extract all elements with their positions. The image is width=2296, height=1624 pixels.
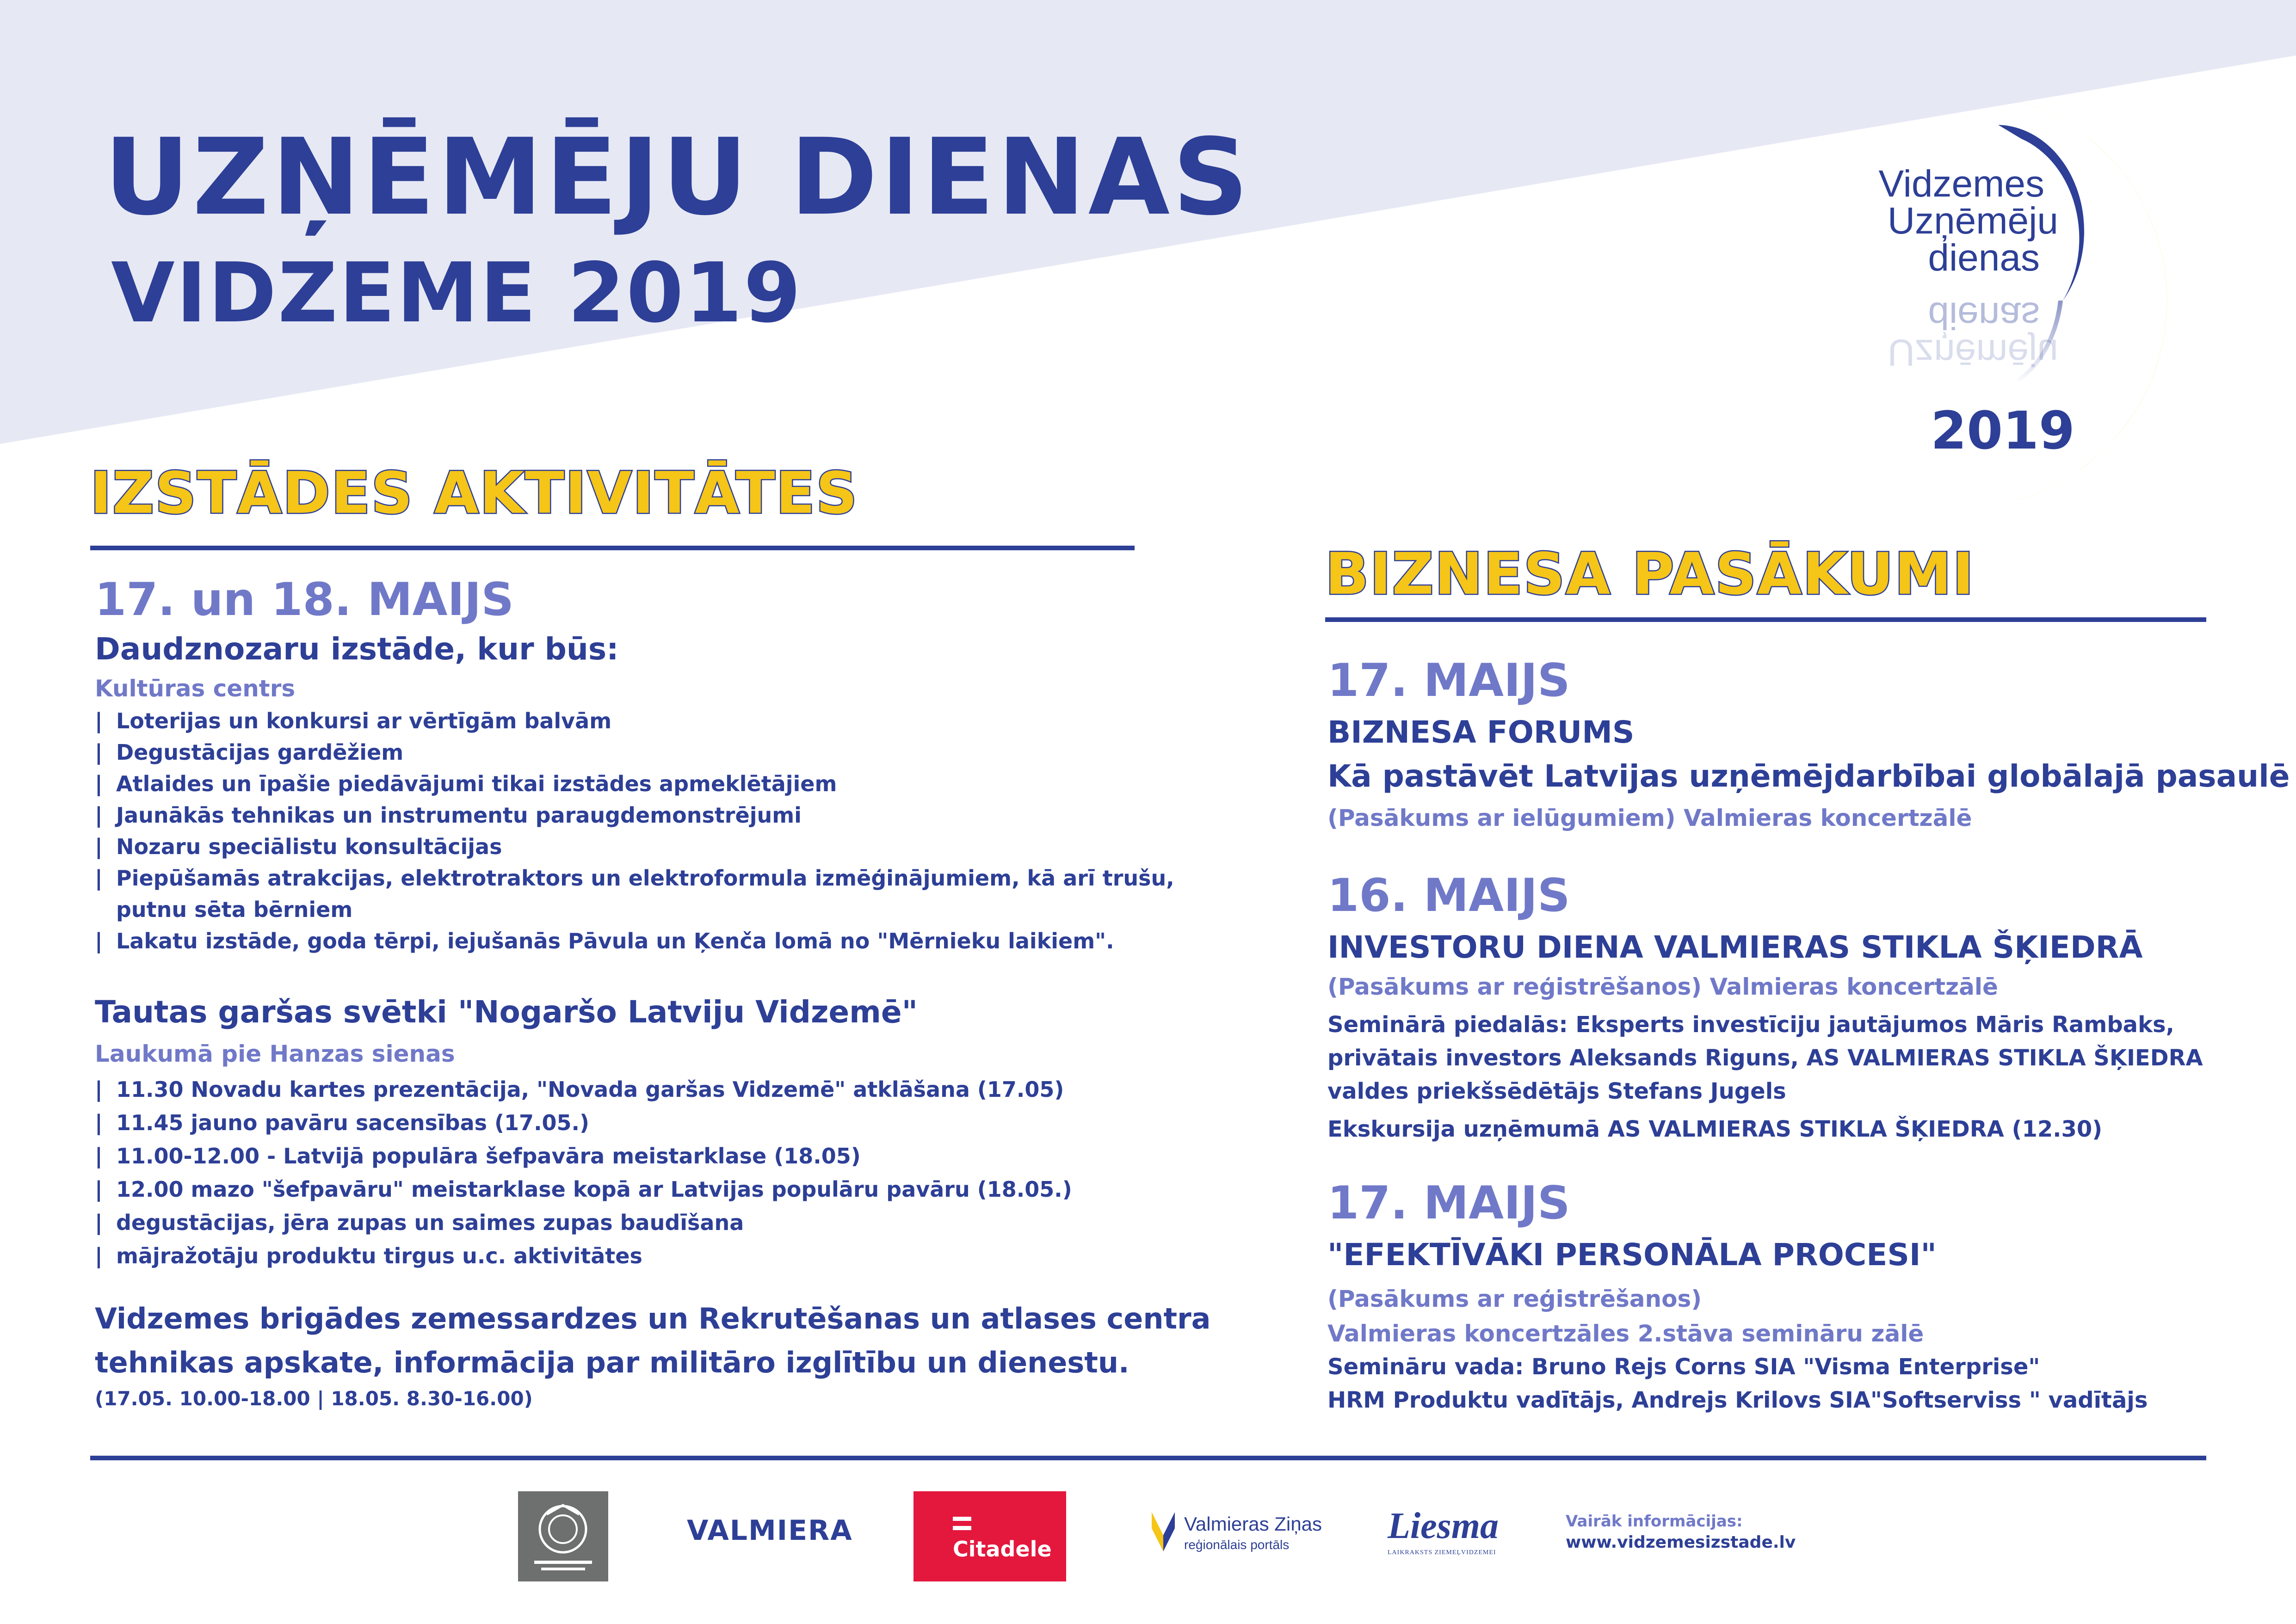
logo-line3-reflection: dienas <box>1928 295 2040 337</box>
citadele-logo <box>913 1491 1066 1581</box>
list-item: | Loterijas un konkursi ar vērtīgām balvām <box>95 708 612 733</box>
section-title-exhibition: IZSTĀDES AKTIVITĀTES <box>90 460 858 527</box>
list-item: | degustācijas, jēra zupas un saimes zupas baudīšana <box>95 1210 744 1235</box>
logo-line1: Vidzemes <box>1878 163 2044 205</box>
event-details <box>1327 1008 2203 1108</box>
page-subtitle: VIDZEME 2019 <box>111 245 802 341</box>
logo-year: 2019 <box>1931 401 2075 461</box>
list-item: | mājražotāju produktu tirgus u.c. aktivitātes <box>95 1243 642 1268</box>
logo-line2: Uzņēmēju <box>1887 200 2058 242</box>
detail-line: Semināru vada: Bruno Rejs Corns SIA "Visma Enterprise" <box>1327 1354 2040 1380</box>
logo-line3: dienas <box>1928 237 2040 279</box>
event-details <box>1327 1350 2148 1417</box>
event-venue-room: Valmieras koncertzāles 2.stāva semināru zālē <box>1327 1320 1924 1347</box>
detail-line: Seminārā piedalās: Eksperts investīciju jautājumos Māris Rambaks, <box>1327 1012 2174 1038</box>
website-link[interactable]: www.vidzemesizstade.lv <box>1566 1533 1796 1552</box>
event-subtitle: Kā pastāvēt Latvijas uzņēmējdarbībai globālajā pasaulē <box>1327 758 2290 794</box>
divider <box>1325 617 2206 622</box>
citadele-mark-icon <box>953 1517 971 1521</box>
citadele-mark-icon <box>953 1526 971 1530</box>
list-item: | Lakatu izstāde, goda tērpi, iejušanās Pāvula un Ķenča lomā no "Mērnieku laikiem". <box>95 929 1114 953</box>
list-item: | 11.30 Novadu kartes prezentācija, "Novada garšas Vidzemē" atklāšana (17.05) <box>95 1077 1064 1102</box>
detail-line: HRM Produktu vadītājs, Andrejs Krilovs SIA"Softserviss " vadītājs <box>1327 1387 2148 1413</box>
event-date: 17. MAIJS <box>1327 1177 1570 1230</box>
logo-line2-reflection: Uzņēmēju <box>1887 332 2058 374</box>
valmieras-zinas-sub: reģionālais portāls <box>1184 1538 1290 1552</box>
event-date: 16. MAIJS <box>1327 869 1570 922</box>
citadele-label: Citadele <box>953 1537 1052 1562</box>
event-venue: (Pasākums ar reģistrēšanos) Valmieras koncertzālē <box>1327 973 1998 1000</box>
valmiera-logo: VALMIERA <box>687 1514 853 1547</box>
liesma-tagline: LAIKRAKSTS ZIEMEĻVIDZEMEI <box>1388 1549 1496 1556</box>
list-item: | 11.45 jauno pavāru sacensības (17.05.) <box>95 1110 590 1135</box>
event-title: INVESTORU DIENA VALMIERAS STIKLA ŠĶIEDRĀ <box>1327 929 2143 965</box>
event-venue: (Pasākums ar reģistrēšanos) <box>1327 1286 1702 1312</box>
detail-line: valdes priekšsēdētājs Stefans Jugels <box>1327 1078 1786 1104</box>
event-venue: (Pasākums ar ielūgumiem) Valmieras koncertzālē <box>1327 805 1972 831</box>
list-item: | Nozaru speciālistu konsultācijas <box>95 834 502 859</box>
footer-divider <box>90 1456 2206 1460</box>
liesma-logo: Liesma <box>1388 1506 1499 1546</box>
military-line-2: tehnikas apskate, informācija par militāro izglītību un dienestu. <box>95 1346 1129 1379</box>
expo-heading: Daudznozaru izstāde, kur būs: <box>95 631 619 667</box>
festival-list <box>95 1073 1072 1273</box>
event-title: BIZNESA FORUMS <box>1327 714 1635 750</box>
festival-heading: Tautas garšas svētki "Nogaršo Latviju Vidzemē" <box>95 994 918 1030</box>
expo-venue: Kultūras centrs <box>95 675 296 702</box>
latvian-chamber-logo <box>518 1491 608 1581</box>
event-date: 17. MAIJS <box>1327 654 1570 707</box>
valmieras-zinas-icon <box>1149 1510 1177 1554</box>
list-item: | 12.00 mazo "šefpavāru" meistarklase kopā ar Latvijas populāru pavāru (18.05.) <box>95 1177 1072 1202</box>
list-item: | Jaunākās tehnikas un instrumentu paraugdemonstrējumi <box>95 803 802 828</box>
military-hours: (17.05. 10.00-18.00 | 18.05. 8.30-16.00) <box>95 1387 533 1410</box>
expo-list <box>95 705 1174 957</box>
list-item: | Atlaides un īpašie piedāvājumi tikai izstādes apmeklētājiem <box>95 771 837 796</box>
page-title: UZŅĒMĒJU DIENAS <box>104 116 1252 239</box>
list-item: | 11.00-12.00 - Latvijā populāra šefpavāra meistarklase (18.05) <box>95 1144 861 1169</box>
section-title-business: BIZNESA PASĀKUMI <box>1325 541 1975 608</box>
military-line-1: Vidzemes brigādes zemessardzes un Rekrutēšanas un atlases centra <box>95 1302 1211 1335</box>
more-info-label: Vairāk informācijas: <box>1566 1512 1743 1531</box>
list-item-continuation: putnu sēta bērniem <box>116 897 353 922</box>
event-excursion: Ekskursija uzņēmumā AS VALMIERAS STIKLA ŠĶIEDRA (12.30) <box>1327 1116 2103 1142</box>
divider <box>90 546 1135 550</box>
valmieras-zinas-name: Valmieras Ziņas <box>1184 1513 1322 1535</box>
event-logo <box>1739 83 2202 518</box>
list-item: | Piepūšamās atrakcijas, elektrotraktors un elektroformula izmēģinājumiem, kā arī trušu, <box>95 866 1174 891</box>
event-title: "EFEKTĪVĀKI PERSONĀLA PROCESI" <box>1327 1237 1937 1273</box>
festival-venue: Laukumā pie Hanzas sienas <box>95 1040 455 1067</box>
exhibition-date: 17. un 18. MAIJS <box>95 573 514 626</box>
list-item: | Degustācijas gardēžiem <box>95 740 404 765</box>
detail-line: privātais investors Aleksands Riguns, AS VALMIERAS STIKLA ŠĶIEDRA <box>1327 1045 2203 1071</box>
